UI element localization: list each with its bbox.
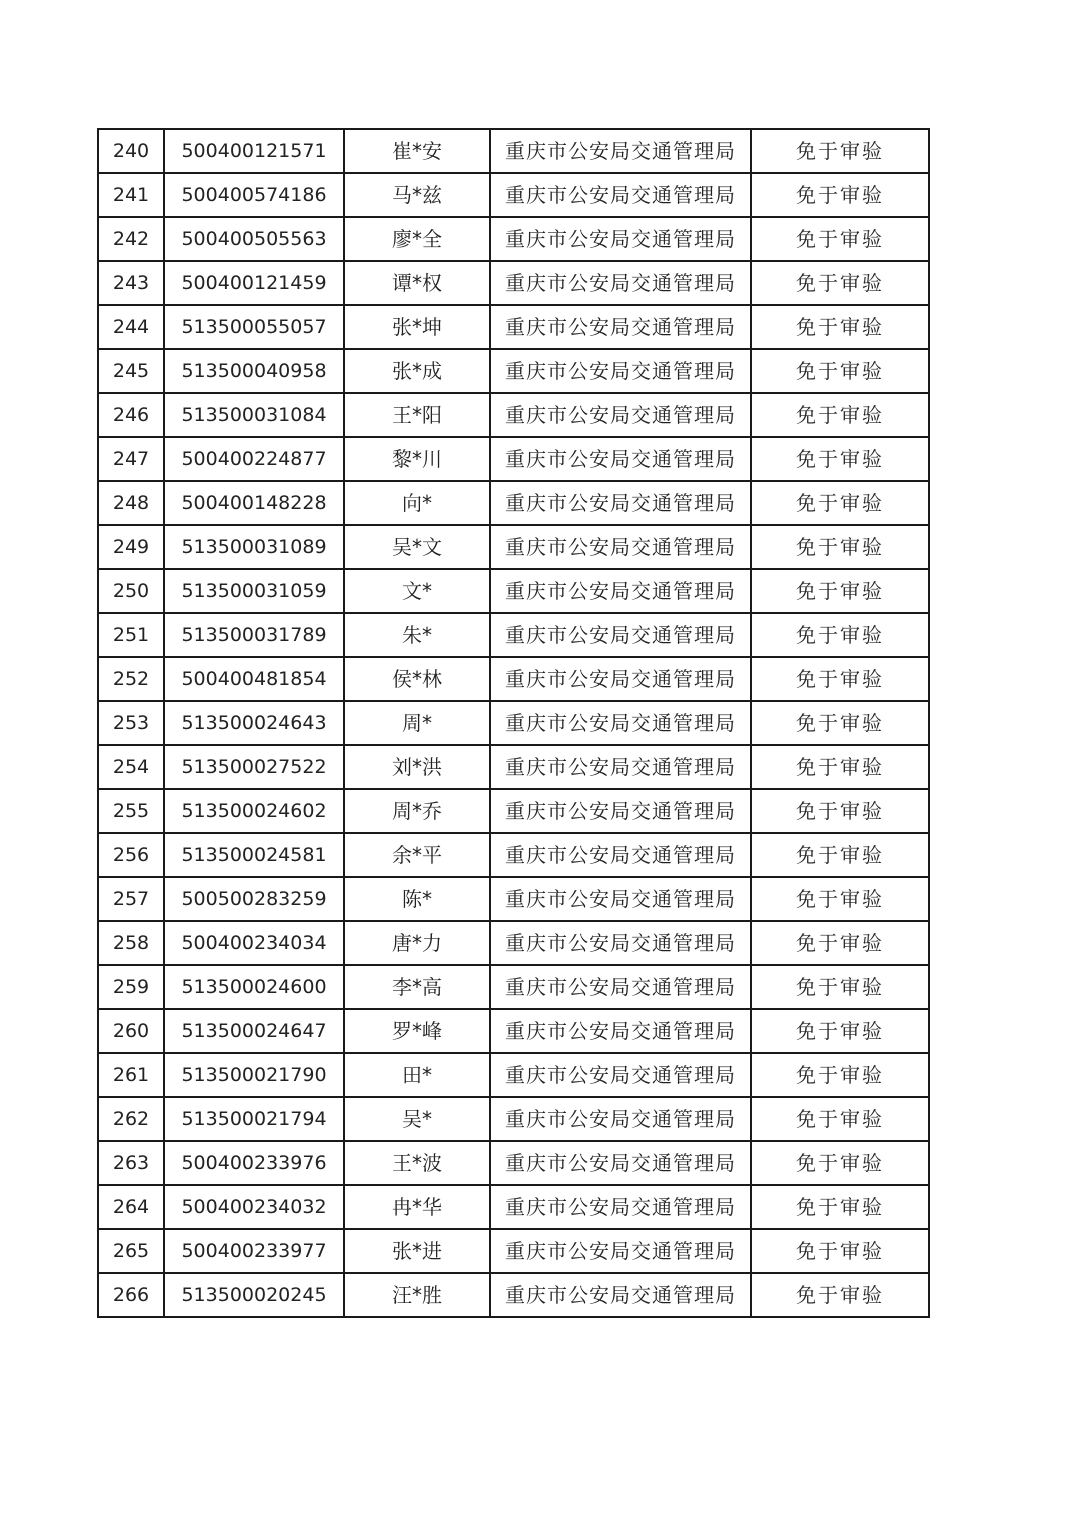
review-result-cell: 免于审验 xyxy=(751,1053,929,1097)
person-name-cell: 刘*洪 xyxy=(344,745,490,789)
certificate-number-cell: 500400148228 xyxy=(164,481,344,525)
table-row xyxy=(98,305,929,349)
person-name-cell: 王*波 xyxy=(344,1141,490,1185)
review-result-cell: 免于审验 xyxy=(751,1141,929,1185)
sequence-number-cell: 254 xyxy=(98,745,164,789)
table-row xyxy=(98,833,929,877)
sequence-number-cell: 265 xyxy=(98,1229,164,1273)
review-result-cell: 免于审验 xyxy=(751,261,929,305)
issuing-authority-cell: 重庆市公安局交通管理局 xyxy=(490,569,751,613)
review-result-cell: 免于审验 xyxy=(751,481,929,525)
issuing-authority-cell: 重庆市公安局交通管理局 xyxy=(490,833,751,877)
issuing-authority-cell: 重庆市公安局交通管理局 xyxy=(490,1009,751,1053)
issuing-authority-cell: 重庆市公安局交通管理局 xyxy=(490,877,751,921)
sequence-number-cell: 251 xyxy=(98,613,164,657)
sequence-number-cell: 263 xyxy=(98,1141,164,1185)
review-result-cell: 免于审验 xyxy=(751,921,929,965)
table-row xyxy=(98,745,929,789)
issuing-authority-cell: 重庆市公安局交通管理局 xyxy=(490,1053,751,1097)
review-result-cell: 免于审验 xyxy=(751,701,929,745)
person-name-cell: 田* xyxy=(344,1053,490,1097)
table-row xyxy=(98,481,929,525)
review-result-cell: 免于审验 xyxy=(751,437,929,481)
person-name-cell: 汪*胜 xyxy=(344,1273,490,1317)
person-name-cell: 文* xyxy=(344,569,490,613)
review-result-cell: 免于审验 xyxy=(751,569,929,613)
issuing-authority-cell: 重庆市公安局交通管理局 xyxy=(490,305,751,349)
issuing-authority-cell: 重庆市公安局交通管理局 xyxy=(490,657,751,701)
sequence-number-cell: 240 xyxy=(98,129,164,173)
certificate-number-cell: 513500021794 xyxy=(164,1097,344,1141)
certificate-number-cell: 513500024602 xyxy=(164,789,344,833)
sequence-number-cell: 262 xyxy=(98,1097,164,1141)
person-name-cell: 张*成 xyxy=(344,349,490,393)
record-table xyxy=(97,128,930,1318)
review-result-cell: 免于审验 xyxy=(751,217,929,261)
review-result-cell: 免于审验 xyxy=(751,129,929,173)
sequence-number-cell: 259 xyxy=(98,965,164,1009)
sequence-number-cell: 244 xyxy=(98,305,164,349)
sequence-number-cell: 245 xyxy=(98,349,164,393)
sequence-number-cell: 241 xyxy=(98,173,164,217)
sequence-number-cell: 260 xyxy=(98,1009,164,1053)
review-result-cell: 免于审验 xyxy=(751,393,929,437)
table-row xyxy=(98,261,929,305)
table-row xyxy=(98,1273,929,1317)
review-result-cell: 免于审验 xyxy=(751,965,929,1009)
certificate-number-cell: 513500021790 xyxy=(164,1053,344,1097)
table-row xyxy=(98,921,929,965)
person-name-cell: 向* xyxy=(344,481,490,525)
certificate-number-cell: 513500040958 xyxy=(164,349,344,393)
review-result-cell: 免于审验 xyxy=(751,1229,929,1273)
certificate-number-cell: 513500024600 xyxy=(164,965,344,1009)
certificate-number-cell: 513500024643 xyxy=(164,701,344,745)
certificate-number-cell: 513500031089 xyxy=(164,525,344,569)
issuing-authority-cell: 重庆市公安局交通管理局 xyxy=(490,701,751,745)
review-result-cell: 免于审验 xyxy=(751,1273,929,1317)
certificate-number-cell: 500400121459 xyxy=(164,261,344,305)
issuing-authority-cell: 重庆市公安局交通管理局 xyxy=(490,261,751,305)
sequence-number-cell: 264 xyxy=(98,1185,164,1229)
sequence-number-cell: 247 xyxy=(98,437,164,481)
sequence-number-cell: 253 xyxy=(98,701,164,745)
person-name-cell: 周*乔 xyxy=(344,789,490,833)
issuing-authority-cell: 重庆市公安局交通管理局 xyxy=(490,437,751,481)
sequence-number-cell: 252 xyxy=(98,657,164,701)
table-row xyxy=(98,173,929,217)
person-name-cell: 谭*权 xyxy=(344,261,490,305)
issuing-authority-cell: 重庆市公安局交通管理局 xyxy=(490,393,751,437)
review-result-cell: 免于审验 xyxy=(751,1097,929,1141)
person-name-cell: 吴* xyxy=(344,1097,490,1141)
issuing-authority-cell: 重庆市公安局交通管理局 xyxy=(490,1185,751,1229)
review-result-cell: 免于审验 xyxy=(751,657,929,701)
certificate-number-cell: 513500031789 xyxy=(164,613,344,657)
certificate-number-cell: 513500024581 xyxy=(164,833,344,877)
person-name-cell: 唐*力 xyxy=(344,921,490,965)
person-name-cell: 张*进 xyxy=(344,1229,490,1273)
issuing-authority-cell: 重庆市公安局交通管理局 xyxy=(490,1141,751,1185)
issuing-authority-cell: 重庆市公安局交通管理局 xyxy=(490,173,751,217)
table-row xyxy=(98,613,929,657)
issuing-authority-cell: 重庆市公安局交通管理局 xyxy=(490,789,751,833)
person-name-cell: 廖*全 xyxy=(344,217,490,261)
certificate-number-cell: 513500024647 xyxy=(164,1009,344,1053)
issuing-authority-cell: 重庆市公安局交通管理局 xyxy=(490,613,751,657)
certificate-number-cell: 513500031059 xyxy=(164,569,344,613)
review-result-cell: 免于审验 xyxy=(751,877,929,921)
person-name-cell: 黎*川 xyxy=(344,437,490,481)
person-name-cell: 余*平 xyxy=(344,833,490,877)
review-result-cell: 免于审验 xyxy=(751,305,929,349)
person-name-cell: 朱* xyxy=(344,613,490,657)
sequence-number-cell: 248 xyxy=(98,481,164,525)
table-row xyxy=(98,1009,929,1053)
certificate-number-cell: 500400233976 xyxy=(164,1141,344,1185)
certificate-number-cell: 500400233977 xyxy=(164,1229,344,1273)
table-row xyxy=(98,1097,929,1141)
sequence-number-cell: 258 xyxy=(98,921,164,965)
certificate-number-cell: 500400121571 xyxy=(164,129,344,173)
table-row xyxy=(98,569,929,613)
table-row xyxy=(98,1185,929,1229)
certificate-number-cell: 500400574186 xyxy=(164,173,344,217)
issuing-authority-cell: 重庆市公安局交通管理局 xyxy=(490,217,751,261)
table-row xyxy=(98,393,929,437)
table-row xyxy=(98,657,929,701)
person-name-cell: 马*兹 xyxy=(344,173,490,217)
certificate-number-cell: 500500283259 xyxy=(164,877,344,921)
review-result-cell: 免于审验 xyxy=(751,349,929,393)
review-result-cell: 免于审验 xyxy=(751,833,929,877)
person-name-cell: 崔*安 xyxy=(344,129,490,173)
table-row xyxy=(98,349,929,393)
sequence-number-cell: 250 xyxy=(98,569,164,613)
person-name-cell: 侯*林 xyxy=(344,657,490,701)
table-row xyxy=(98,217,929,261)
certificate-number-cell: 500400224877 xyxy=(164,437,344,481)
person-name-cell: 罗*峰 xyxy=(344,1009,490,1053)
sequence-number-cell: 255 xyxy=(98,789,164,833)
review-result-cell: 免于审验 xyxy=(751,745,929,789)
issuing-authority-cell: 重庆市公安局交通管理局 xyxy=(490,1229,751,1273)
sequence-number-cell: 243 xyxy=(98,261,164,305)
review-result-cell: 免于审验 xyxy=(751,173,929,217)
review-result-cell: 免于审验 xyxy=(751,613,929,657)
sequence-number-cell: 256 xyxy=(98,833,164,877)
person-name-cell: 李*高 xyxy=(344,965,490,1009)
table-row xyxy=(98,1053,929,1097)
table-row xyxy=(98,789,929,833)
person-name-cell: 陈* xyxy=(344,877,490,921)
table-row xyxy=(98,965,929,1009)
table-row xyxy=(98,877,929,921)
person-name-cell: 张*坤 xyxy=(344,305,490,349)
sequence-number-cell: 257 xyxy=(98,877,164,921)
table-row xyxy=(98,1229,929,1273)
table-row xyxy=(98,1141,929,1185)
record-table-body xyxy=(98,129,929,1317)
sequence-number-cell: 249 xyxy=(98,525,164,569)
certificate-number-cell: 513500020245 xyxy=(164,1273,344,1317)
certificate-number-cell: 500400505563 xyxy=(164,217,344,261)
table-row xyxy=(98,129,929,173)
certificate-number-cell: 513500055057 xyxy=(164,305,344,349)
person-name-cell: 吴*文 xyxy=(344,525,490,569)
person-name-cell: 冉*华 xyxy=(344,1185,490,1229)
table-row xyxy=(98,525,929,569)
issuing-authority-cell: 重庆市公安局交通管理局 xyxy=(490,129,751,173)
issuing-authority-cell: 重庆市公安局交通管理局 xyxy=(490,1273,751,1317)
person-name-cell: 周* xyxy=(344,701,490,745)
certificate-number-cell: 513500027522 xyxy=(164,745,344,789)
issuing-authority-cell: 重庆市公安局交通管理局 xyxy=(490,481,751,525)
certificate-number-cell: 500400234034 xyxy=(164,921,344,965)
issuing-authority-cell: 重庆市公安局交通管理局 xyxy=(490,349,751,393)
review-result-cell: 免于审验 xyxy=(751,789,929,833)
sequence-number-cell: 261 xyxy=(98,1053,164,1097)
review-result-cell: 免于审验 xyxy=(751,525,929,569)
issuing-authority-cell: 重庆市公安局交通管理局 xyxy=(490,525,751,569)
person-name-cell: 王*阳 xyxy=(344,393,490,437)
table-row xyxy=(98,437,929,481)
certificate-number-cell: 513500031084 xyxy=(164,393,344,437)
issuing-authority-cell: 重庆市公安局交通管理局 xyxy=(490,745,751,789)
review-result-cell: 免于审验 xyxy=(751,1185,929,1229)
certificate-number-cell: 500400481854 xyxy=(164,657,344,701)
review-result-cell: 免于审验 xyxy=(751,1009,929,1053)
table-row xyxy=(98,701,929,745)
issuing-authority-cell: 重庆市公安局交通管理局 xyxy=(490,1097,751,1141)
issuing-authority-cell: 重庆市公安局交通管理局 xyxy=(490,921,751,965)
sequence-number-cell: 246 xyxy=(98,393,164,437)
sequence-number-cell: 266 xyxy=(98,1273,164,1317)
certificate-number-cell: 500400234032 xyxy=(164,1185,344,1229)
sequence-number-cell: 242 xyxy=(98,217,164,261)
issuing-authority-cell: 重庆市公安局交通管理局 xyxy=(490,965,751,1009)
